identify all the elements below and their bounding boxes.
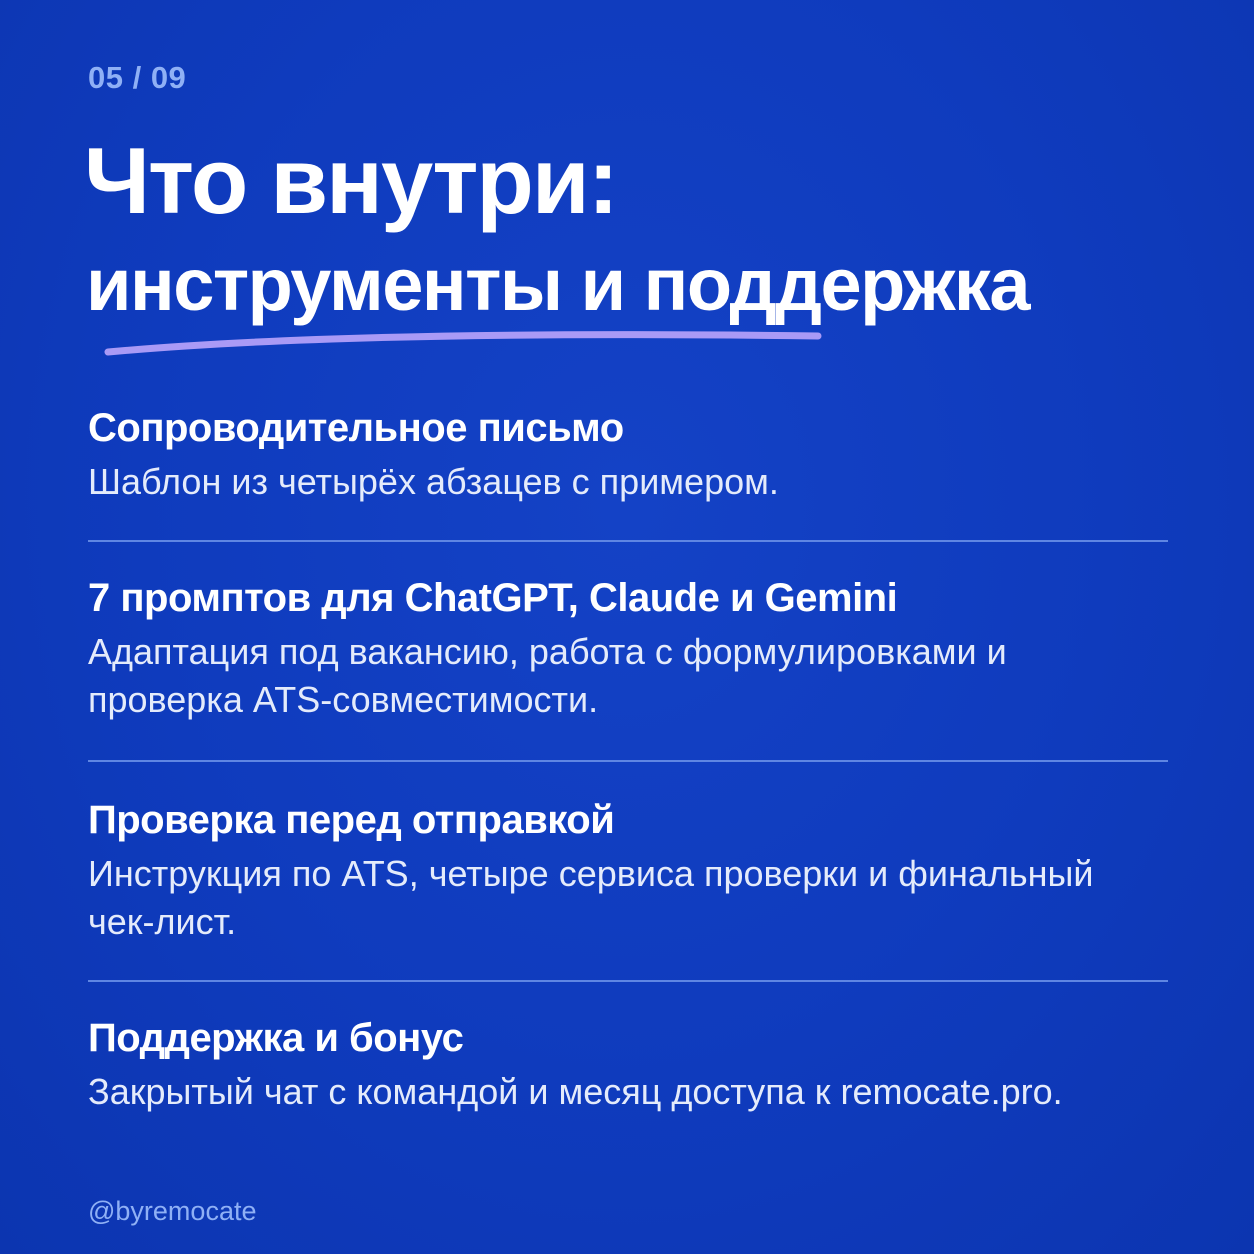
author-handle: @byremocate — [88, 1196, 257, 1226]
page-subtitle: инструменты и поддержка — [86, 243, 1030, 326]
section-support-bonus — [88, 1014, 1168, 1116]
page-counter: 05 / 09 — [88, 60, 187, 95]
section-heading: Сопроводительное письмо — [88, 406, 624, 450]
section-heading: 7 промптов для ChatGPT, Claude и Gemini — [88, 576, 898, 620]
section-text: Закрытый чат с командой и месяц доступа к remocate.pro. — [88, 1071, 1063, 1112]
underline-stroke-icon — [104, 326, 824, 366]
section-cover-letter — [88, 404, 1168, 506]
section-heading: Проверка перед отправкой — [88, 798, 615, 842]
section-text: Шаблон из четырёх абзацев с примером. — [88, 461, 779, 502]
section-heading: Поддержка и бонус — [88, 1016, 464, 1060]
page-title: Что внутри: — [84, 128, 617, 233]
divider — [88, 980, 1168, 982]
divider — [88, 540, 1168, 542]
divider — [88, 760, 1168, 762]
section-prompts — [88, 574, 1168, 724]
section-text: Инструкция по ATS, четыре сервиса проверки и финальный чек-лист. — [88, 853, 1094, 942]
section-text: Адаптация под вакансию, работа с формулировками и проверка ATS-совместимости. — [88, 631, 1007, 720]
section-pre-send-check — [88, 796, 1168, 946]
